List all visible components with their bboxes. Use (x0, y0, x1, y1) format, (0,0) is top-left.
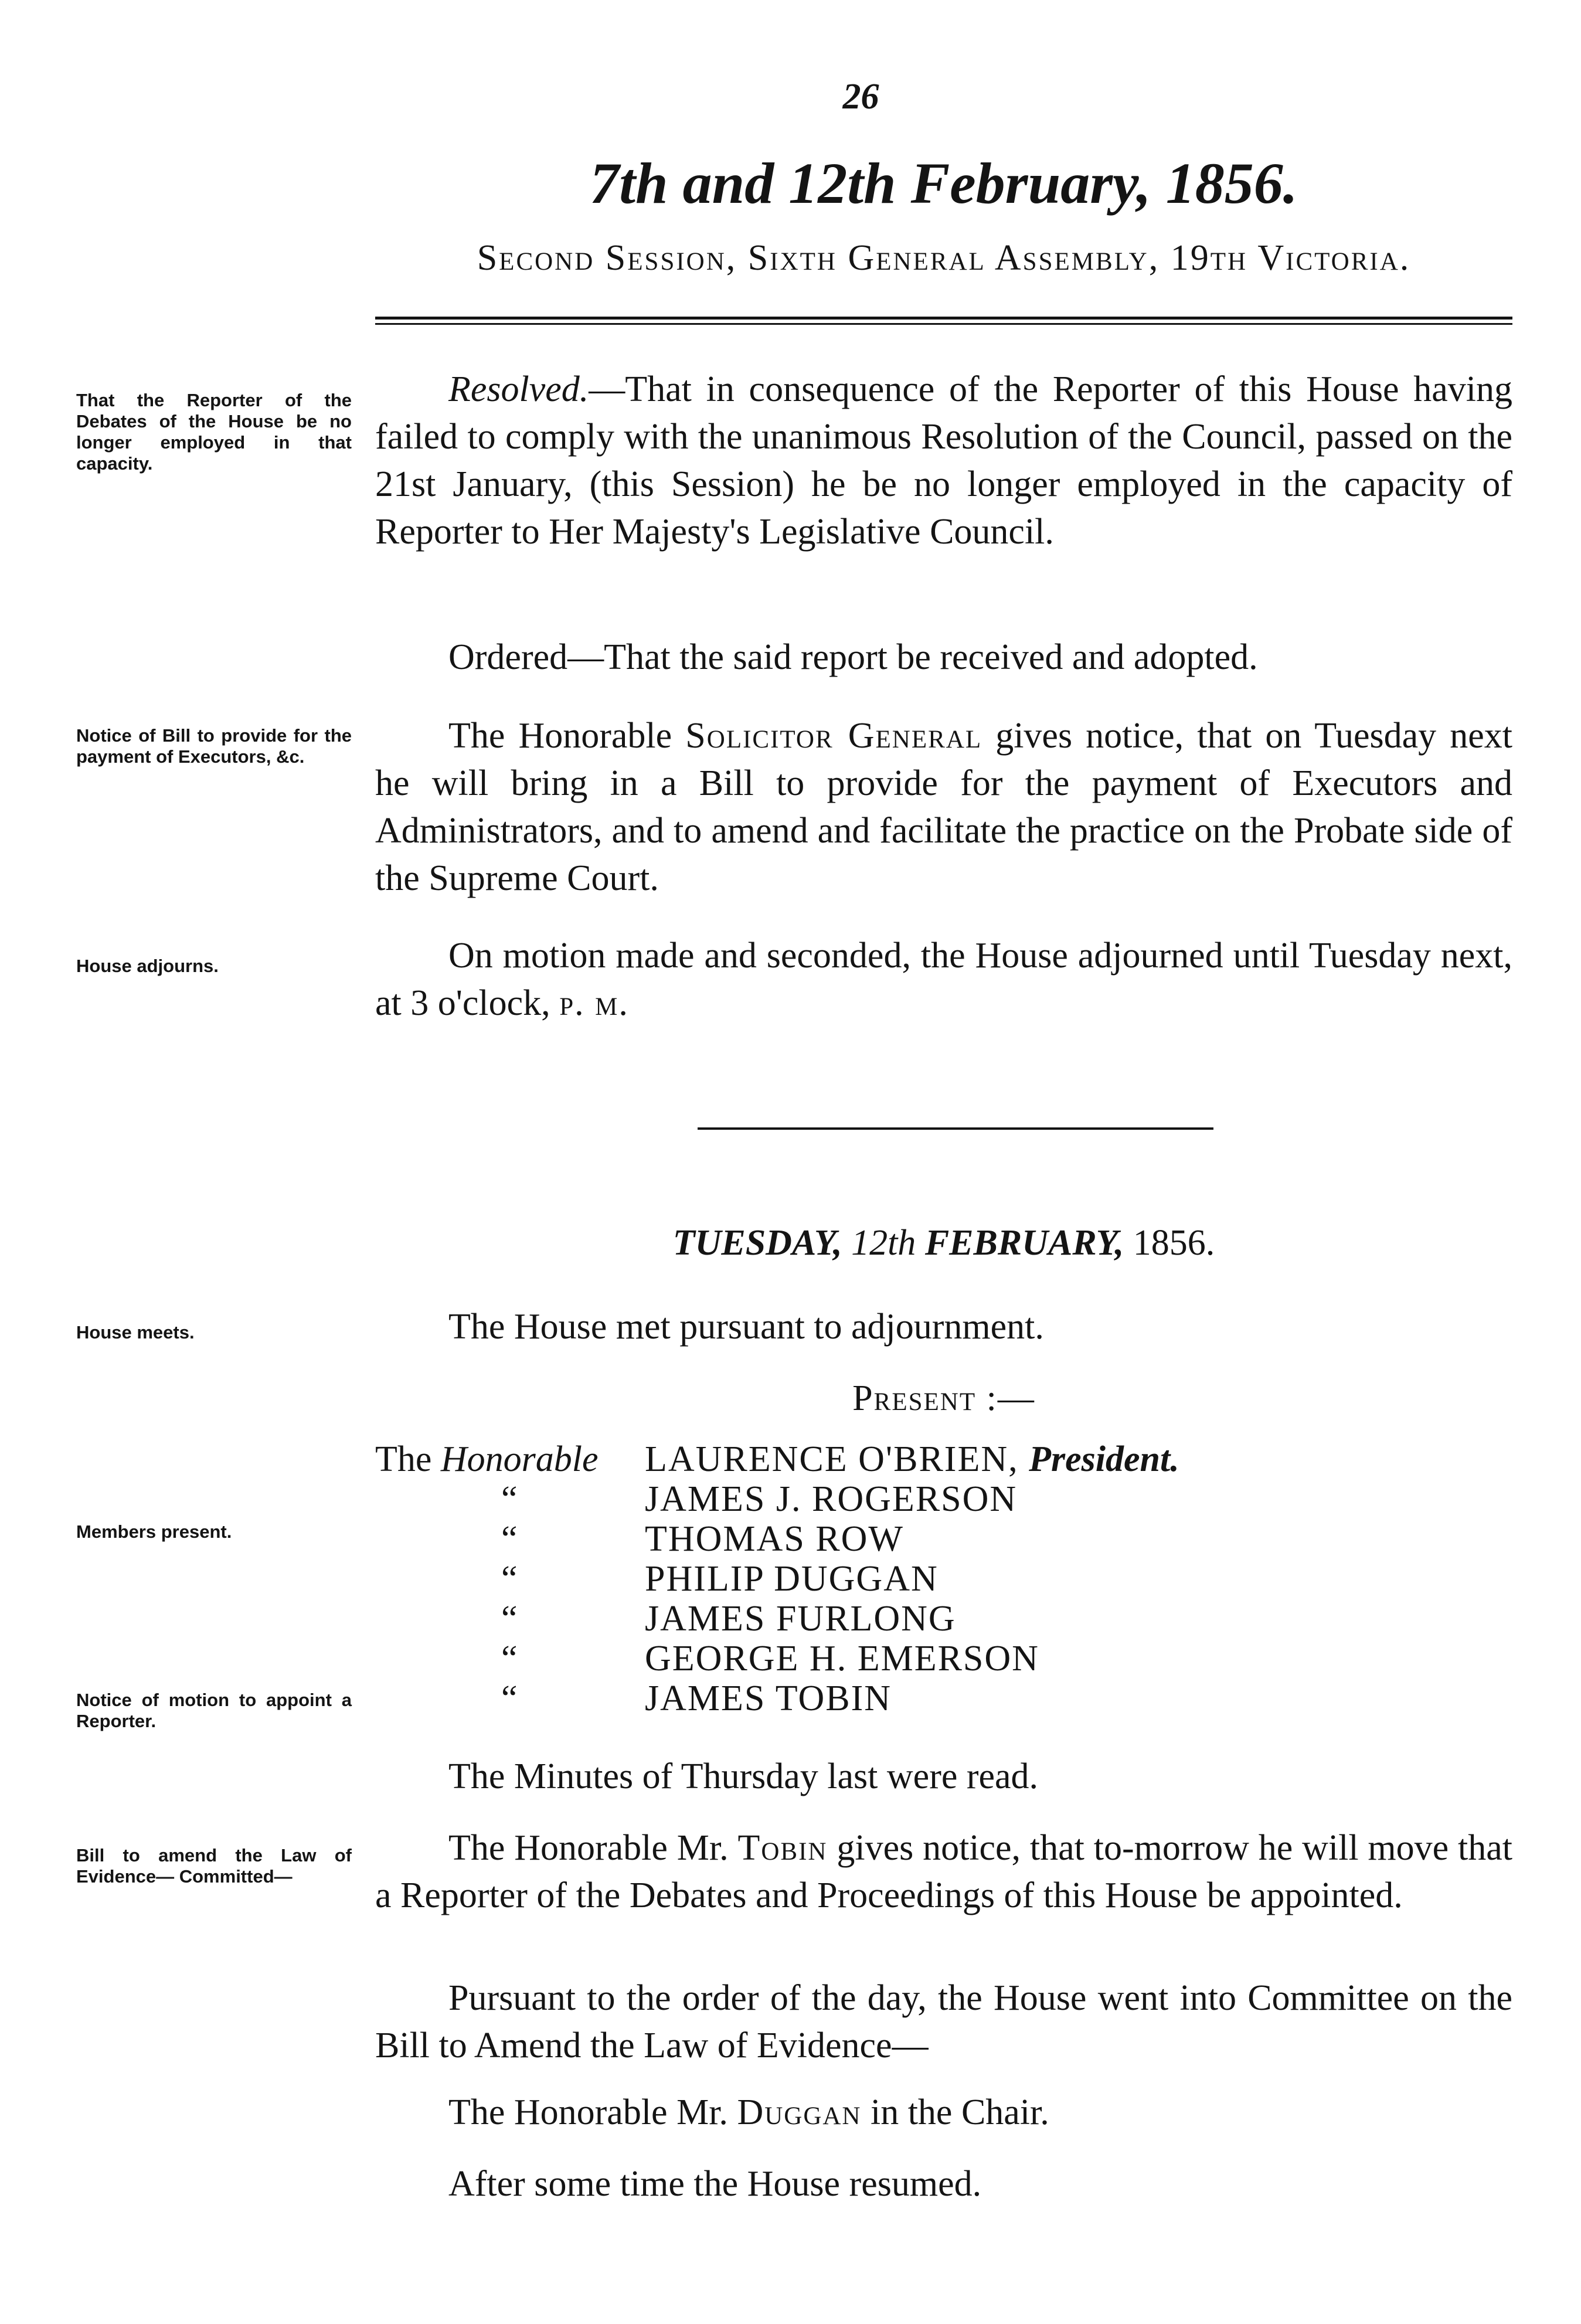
tuesday-heading-year: 1856. (1133, 1223, 1215, 1263)
chair-paragraph (375, 2089, 1512, 2136)
header-double-rule (375, 317, 1512, 325)
adjourn-paragraph (375, 932, 1512, 1027)
ditto-mark: “ (501, 1639, 518, 1679)
present-label (375, 1375, 1512, 1422)
present-label-text: Present :— (852, 1378, 1035, 1418)
member-honorable: Honorable (440, 1439, 599, 1479)
notice-tobin-before: The Honorable Mr. (448, 1828, 738, 1868)
adjourn-time: p. m. (559, 983, 629, 1023)
member-row (375, 1599, 1512, 1639)
minutes-paragraph: The Minutes of Thursday last were read. (448, 1756, 1039, 1796)
margin-note-notice-bill: Notice of Bill to provide for the payment of Executors, &c. (76, 725, 352, 767)
member-name: JAMES TOBIN (645, 1679, 892, 1718)
section-rule (698, 1127, 1213, 1130)
member-name: PHILIP DUGGAN (645, 1559, 939, 1599)
member-row (375, 1679, 1512, 1718)
house-met-paragraph: The House met pursuant to adjournment. (448, 1307, 1044, 1347)
member-president-title: President. (1029, 1439, 1179, 1479)
margin-note-members-present: Members present. (76, 1521, 232, 1542)
margin-note-adjourns: House adjourns. (76, 956, 219, 976)
ditto-mark: “ (501, 1559, 518, 1599)
ordered-paragraph: Ordered—That the said report be received and adopted. (448, 637, 1258, 677)
resolved-label: Resolved. (448, 369, 589, 409)
ditto-mark: “ (501, 1599, 518, 1639)
notice-tobin-paragraph (375, 1824, 1512, 1919)
tuesday-heading-month: FEBRUARY, (916, 1223, 1133, 1263)
chair-after: in the Chair. (861, 2092, 1049, 2132)
margin-note-bill-evidence: Bill to amend the Law of Evidence— Committed— (76, 1845, 352, 1887)
member-row-president (375, 1439, 1512, 1479)
chair-name: Duggan (737, 2092, 862, 2132)
member-prefix (375, 1439, 599, 1479)
members-list (375, 1439, 1512, 1718)
member-prefix-the: The (375, 1439, 441, 1479)
resumed-paragraph: After some time the House resumed. (448, 2164, 982, 2204)
tuesday-heading-date: 12th (851, 1223, 916, 1263)
notice-tobin-after: gives notice, that to-morrow he will move that a Reporter of the Debates and Proceedings of this House be appointed. (375, 1828, 1512, 1915)
date-heading: 7th and 12th February, 1856. (590, 151, 1298, 216)
member-name: GEORGE H. EMERSON (645, 1639, 1039, 1679)
ditto-mark: “ (501, 1479, 518, 1519)
margin-note-notice-motion: Notice of motion to appoint a Reporter. (76, 1690, 352, 1731)
notice-solicitor-paragraph (375, 712, 1512, 902)
resolved-paragraph (375, 366, 1512, 556)
margin-note-meets: House meets. (76, 1322, 195, 1343)
member-row (375, 1519, 1512, 1559)
margin-note-reporter: That the Reporter of the Debates of the House be no longer employed in that capacity. (76, 390, 352, 474)
ditto-mark: “ (501, 1519, 518, 1559)
member-name: JAMES J. ROGERSON (645, 1479, 1018, 1519)
resolved-text: —That in consequence of the Reporter of this House having failed to comply with the unanimous Resolution of the Council, passed on the 21st January, (this Session) he be no longer employed in the capacity of Reporter to Her Majesty's Legislative Council. (375, 369, 1512, 552)
member-president-name: LAURENCE O'BRIEN, (645, 1439, 1029, 1479)
ditto-mark: “ (501, 1679, 518, 1718)
session-line: Second Session, Sixth General Assembly, 19th Victoria. (477, 238, 1411, 278)
member-name: THOMAS ROW (645, 1519, 904, 1559)
member-row (375, 1479, 1512, 1519)
tuesday-heading (375, 1219, 1512, 1267)
member-name: JAMES FURLONG (645, 1599, 956, 1639)
member-row (375, 1559, 1512, 1599)
notice-solicitor-title: Solicitor General (685, 716, 982, 756)
page-number: 26 (842, 77, 879, 117)
notice-tobin-name: Tobin (737, 1828, 828, 1868)
member-row (375, 1639, 1512, 1679)
notice-solicitor-before: The Honorable (448, 716, 686, 756)
notice-solicitor-after: gives notice, that on Tuesday next he will bring in a Bill to provide for the payment of Executors and Administrators, and to amend and facilitate the practice on the Probate side of the Supreme Court. (375, 716, 1513, 898)
tuesday-heading-day: TUESDAY, (672, 1223, 852, 1263)
chair-before: The Honorable Mr. (448, 2092, 737, 2132)
member-president-name-wrap (645, 1439, 1179, 1479)
committee-paragraph: Pursuant to the order of the day, the House went into Committee on the Bill to Amend the Law of Evidence— (375, 1978, 1512, 2065)
adjourn-text: On motion made and seconded, the House adjourned until Tuesday next, at 3 o'clock, (375, 936, 1512, 1023)
